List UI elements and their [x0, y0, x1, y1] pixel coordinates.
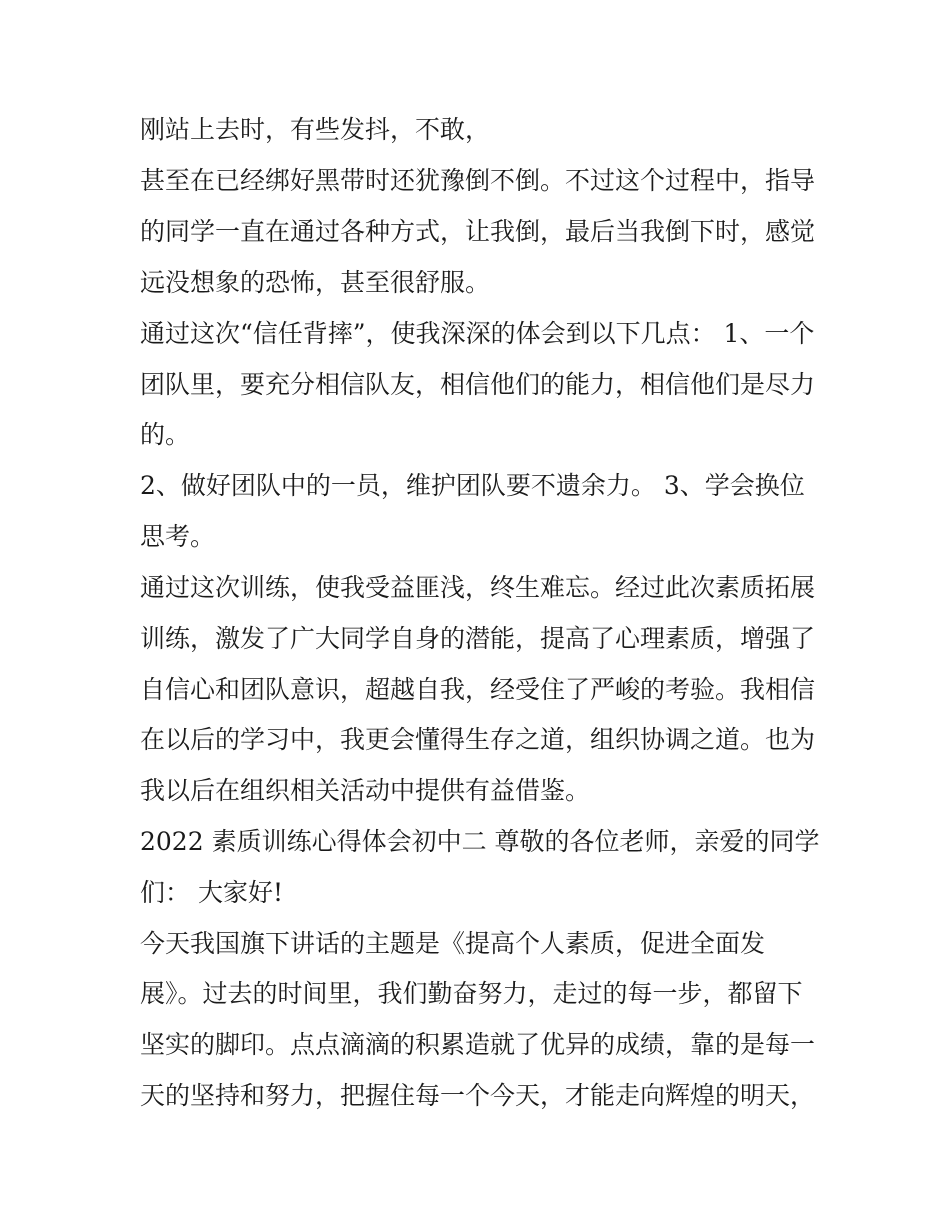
text-line: 坚实的脚印。点点滴滴的积累造就了优异的成绩，靠的是每一 [140, 1030, 816, 1059]
text-line: 思考。 [140, 522, 216, 551]
text-line: 天的坚持和努力，把握住每一个今天，才能走向辉煌的明天， [140, 1081, 816, 1110]
text-line: 远没想象的恐怖，甚至很舒服。 [140, 268, 491, 297]
text-line: 自信心和团队意识，超越自我，经受住了严峻的考验。我相信 [140, 675, 816, 704]
text-line: 通过这次训练，使我受益匪浅，终生难忘。经过此次素质拓展 [140, 573, 816, 602]
text-line: 训练，激发了广大同学自身的潜能，提高了心理素质，增强了 [140, 624, 816, 653]
text-line: 刚站上去时，有些发抖，不敢， [140, 115, 491, 144]
text-line: 通过这次“信任背摔”，使我深深的体会到以下几点： 1、一个 [140, 319, 815, 348]
text-line: 甚至在已经绑好黑带时还犹豫倒不倒。不过这个过程中，指导 [140, 166, 816, 195]
text-line: 团队里，要充分相信队友，相信他们的能力，相信他们是尽力 [140, 370, 816, 399]
text-line: 2、做好团队中的一员，维护团队要不遗余力。 3、学会换位 [140, 471, 805, 500]
text-line: 2022 素质训练心得体会初中二 尊敬的各位老师，亲爱的同学 [140, 827, 820, 856]
text-line: 今天我国旗下讲话的主题是《提高个人素质，促进全面发 [140, 929, 766, 958]
text-line: 的。 [140, 420, 191, 449]
text-line: 们： 大家好! [140, 878, 283, 907]
text-line: 我以后在组织相关活动中提供有益借鉴。 [140, 776, 591, 805]
text-line: 在以后的学习中，我更会懂得生存之道，组织协调之道。也为 [140, 725, 816, 754]
text-line: 展》。过去的时间里，我们勤奋努力，走过的每一步，都留下 [140, 979, 803, 1008]
text-line: 的同学一直在通过各种方式，让我倒，最后当我倒下时，感觉 [140, 217, 816, 246]
